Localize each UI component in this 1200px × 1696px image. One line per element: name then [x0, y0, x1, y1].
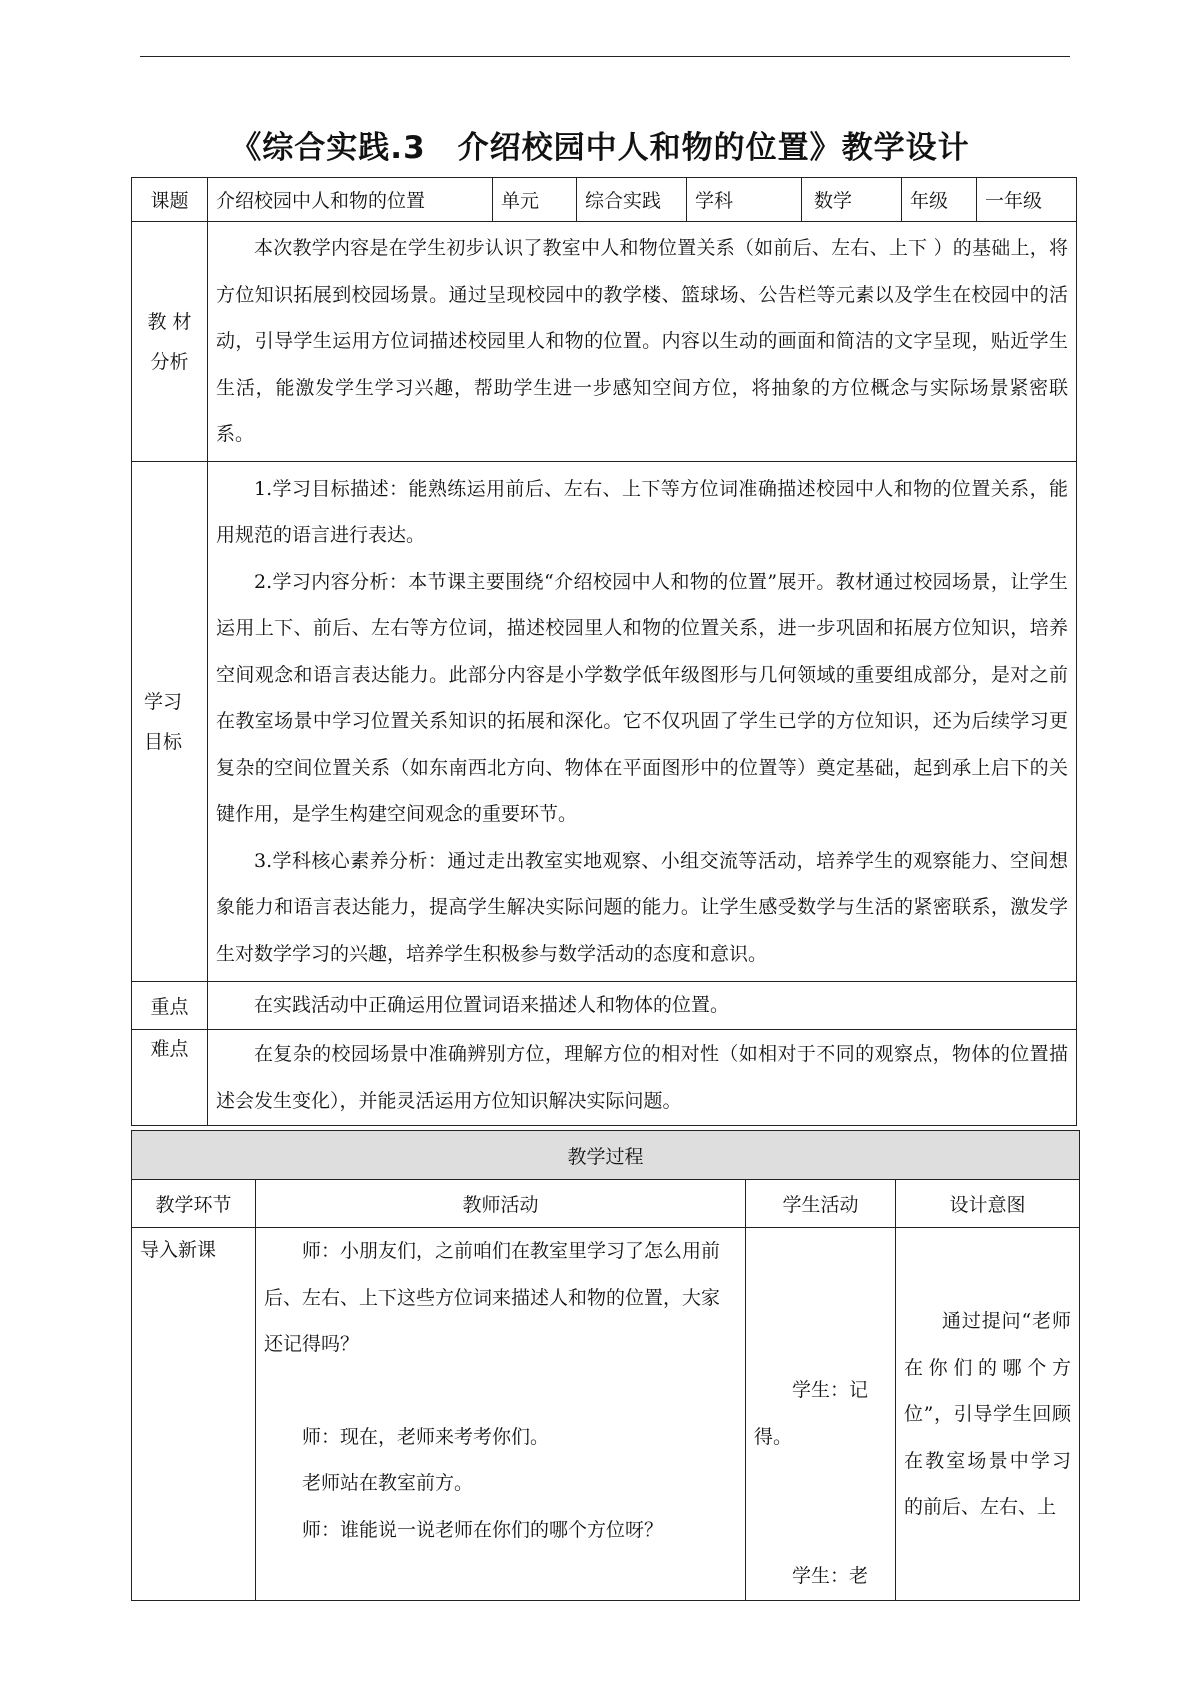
grade-label: 年级 [902, 178, 977, 222]
student-line: 学生：记得。 [754, 1379, 869, 1448]
page-title: 《综合实践.3 介绍校园中人和物的位置》教学设计 [230, 130, 970, 166]
analysis-text: 本次教学内容是在学生初步认识了教室中人和物位置关系（如前后、左右、上下 ）的基础上，将方位知识拓展到校园场景。通过呈现校园中的教学楼、篮球场、公告栏等元素以及学生在校园中的活动，引导学生运用方位词描述校园里人和物的位置。内容以生动的画面和简洁的文字呈现，贴近学生生活，能激发学生学习兴趣，帮助学生进一步感知空间方位，将抽象的方位概念与实际场景紧密联系。 [216, 237, 1068, 446]
subject-label: 学科 [687, 178, 802, 222]
info-row [132, 178, 1077, 222]
analysis-content [208, 222, 1077, 462]
teacher-line: 师：谁能说一说老师在你们的哪个方位呀？ [302, 1518, 664, 1541]
difficulty-content [208, 1030, 1077, 1126]
analysis-label-line2: 分析 [150, 350, 189, 373]
col-student-header: 学生活动 [746, 1180, 896, 1228]
goals-content [208, 462, 1077, 982]
design-text: 通过提问“老师在你们的哪个方位”，引导学生回顾在教室场景中学习的前后、左右、上 [904, 1310, 1072, 1518]
process-row-intro [132, 1228, 1080, 1601]
goals-row [132, 462, 1077, 982]
student-line: 学生：老 [792, 1565, 869, 1587]
goals-paragraph-3: 3.学科核心素养分析：通过走出教室实地观察、小组交流等活动，培养学生的观察能力、空间想象能力和语言表达能力，提高学生解决实际问题的能力。让学生感受数学与生活的紧密联系，激发学生对数学学习的兴趣，培养学生积极参与数学活动的态度和意识。 [216, 849, 1068, 965]
process-section-title: 教学过程 [132, 1131, 1080, 1180]
key-point-text: 在实践活动中正确运用位置词语来描述人和物体的位置。 [254, 994, 730, 1017]
student-cell [746, 1228, 896, 1601]
col-stage-header: 教学环节 [132, 1180, 256, 1228]
topic-value: 介绍校园中人和物的位置 [208, 178, 493, 222]
teacher-cell [256, 1228, 746, 1601]
teacher-line: 老师站在教室前方。 [302, 1472, 474, 1494]
teacher-line: 师：现在，老师来考考你们。 [302, 1425, 550, 1448]
unit-value: 综合实践 [577, 178, 687, 222]
key-point-content [208, 982, 1077, 1030]
goals-label-line2: 目标 [144, 730, 183, 753]
goals-paragraph-2: 2.学习内容分析：本节课主要围绕“介绍校园中人和物的位置”展开。教材通过校园场景，让学生运用上下、前后、左右等方位词，描述校园里人和物的位置关系，进一步巩固和拓展方位知识，培养空间观念和语言表达能力。此部分内容是小学数学低年级图形与几何领域的重要组成部分，是对之前在教室场景中学习位置关系知识的拓展和深化。它不仅巩固了学生已学的方位知识，还为后续学习更复杂的空间位置关系（如东南西北方向、物体在平面图形中的位置等）奠定基础，起到承上启下的关键作用，是学生构建空间观念的重要环节。 [216, 570, 1068, 826]
key-point-label: 重点 [132, 982, 208, 1030]
unit-label: 单元 [493, 178, 577, 222]
analysis-label [132, 222, 208, 462]
teacher-line: 师：小朋友们，之前咱们在教室里学习了怎么用前后、左右、上下这些方位词来描述人和物的位置，大家还记得吗？ [264, 1240, 721, 1355]
process-header-row [132, 1180, 1080, 1228]
difficulty-text: 在复杂的校园场景中准确辨别方位，理解方位的相对性（如相对于不同的观察点，物体的位置描述会发生变化），并能灵活运用方位知识解决实际问题。 [216, 1043, 1068, 1112]
topic-label: 课题 [132, 178, 208, 222]
goals-label [132, 462, 208, 982]
analysis-row [132, 222, 1077, 462]
goals-paragraph-1: 1.学习目标描述：能熟练运用前后、左右、上下等方位词准确描述校园中人和物的位置关系，能用规范的语言进行表达。 [216, 477, 1068, 547]
lesson-info-table [131, 177, 1077, 1126]
key-point-row [132, 982, 1077, 1030]
col-design-header: 设计意图 [896, 1180, 1080, 1228]
difficulty-row [132, 1030, 1077, 1126]
process-title-row [132, 1131, 1080, 1180]
subject-value: 数学 [802, 178, 902, 222]
header-rule [140, 56, 1070, 57]
teaching-process-table [131, 1130, 1080, 1601]
grade-value: 一年级 [977, 178, 1077, 222]
stage-cell: 导入新课 [132, 1228, 256, 1601]
col-teacher-header: 教师活动 [256, 1180, 746, 1228]
design-cell [896, 1228, 1080, 1601]
goals-label-line1: 学习 [144, 690, 183, 713]
analysis-label-line1: 教 材 [147, 310, 192, 333]
difficulty-label: 难点 [132, 1030, 208, 1126]
